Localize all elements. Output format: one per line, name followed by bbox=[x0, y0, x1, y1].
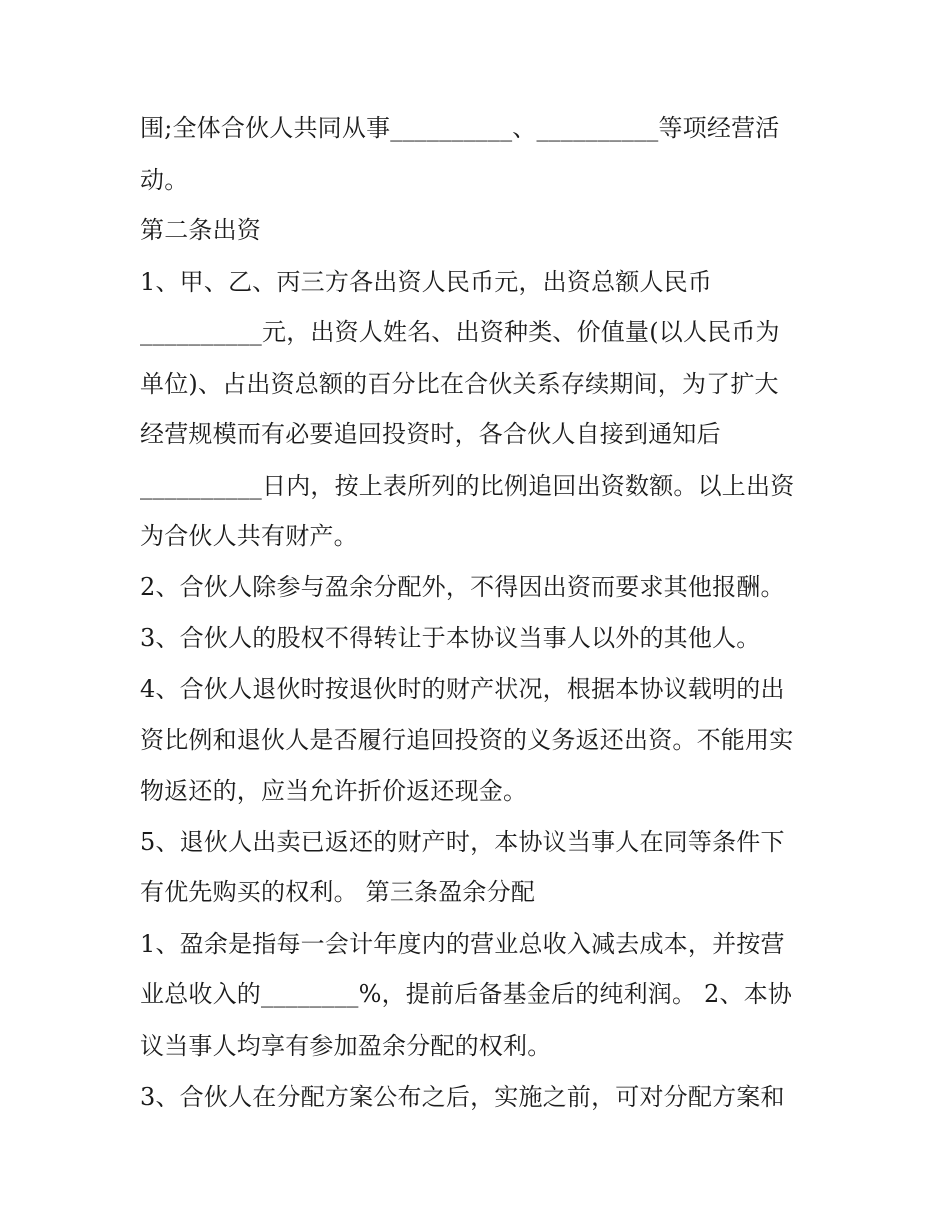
text-line: 4、合伙人退伙时按退伙时的财产状况，根据本协议载明的出 bbox=[140, 675, 785, 703]
text-line: 有优先购买的权利。 第三条盈余分配 bbox=[140, 878, 536, 906]
text-line: 2、合伙人除参与盈余分配外，不得因出资而要求其他报酬。 bbox=[140, 573, 785, 601]
text-line: 3、合伙人的股权不得转让于本协议当事人以外的其他人。 bbox=[140, 624, 761, 652]
text-line: 围;全体合伙人共同从事__________、__________等项经营活 bbox=[140, 114, 780, 142]
text-line: __________元，出资人姓名、出资种类、价值量(以人民币为 bbox=[140, 318, 780, 346]
text-line: 物返还的，应当允许折价返还现金。 bbox=[140, 777, 528, 805]
text-line: 1、甲、乙、丙三方各出资人民币元，出资总额人民币 bbox=[140, 268, 713, 296]
text-line: __________日内，按上表所列的比例追回出资数额。以上出资 bbox=[140, 472, 795, 500]
text-line: 资比例和退伙人是否履行追回投资的义务返还出资。不能用实 bbox=[140, 726, 794, 754]
text-line: 3、合伙人在分配方案公布之后，实施之前，可对分配方案和 bbox=[140, 1083, 785, 1111]
section-heading: 第二条出资 bbox=[140, 216, 261, 244]
text-line: 经营规模而有必要追回投资时，各合伙人自接到通知后 bbox=[140, 420, 721, 448]
text-line: 单位)、占出资总额的百分比在合伙关系存续期间，为了扩大 bbox=[140, 370, 779, 398]
text-line: 动。 bbox=[140, 166, 189, 194]
text-line: 5、退伙人出卖已返还的财产时，本协议当事人在同等条件下 bbox=[140, 828, 785, 856]
text-line: 为合伙人共有财产。 bbox=[140, 522, 358, 550]
text-line: 1、盈余是指每一会计年度内的营业总收入减去成本，并按营 bbox=[140, 930, 785, 958]
text-line: 业总收入的________%，提前后备基金后的纯利润。 2、本协 bbox=[140, 980, 793, 1008]
text-line: 议当事人均享有参加盈余分配的权利。 bbox=[140, 1032, 552, 1060]
